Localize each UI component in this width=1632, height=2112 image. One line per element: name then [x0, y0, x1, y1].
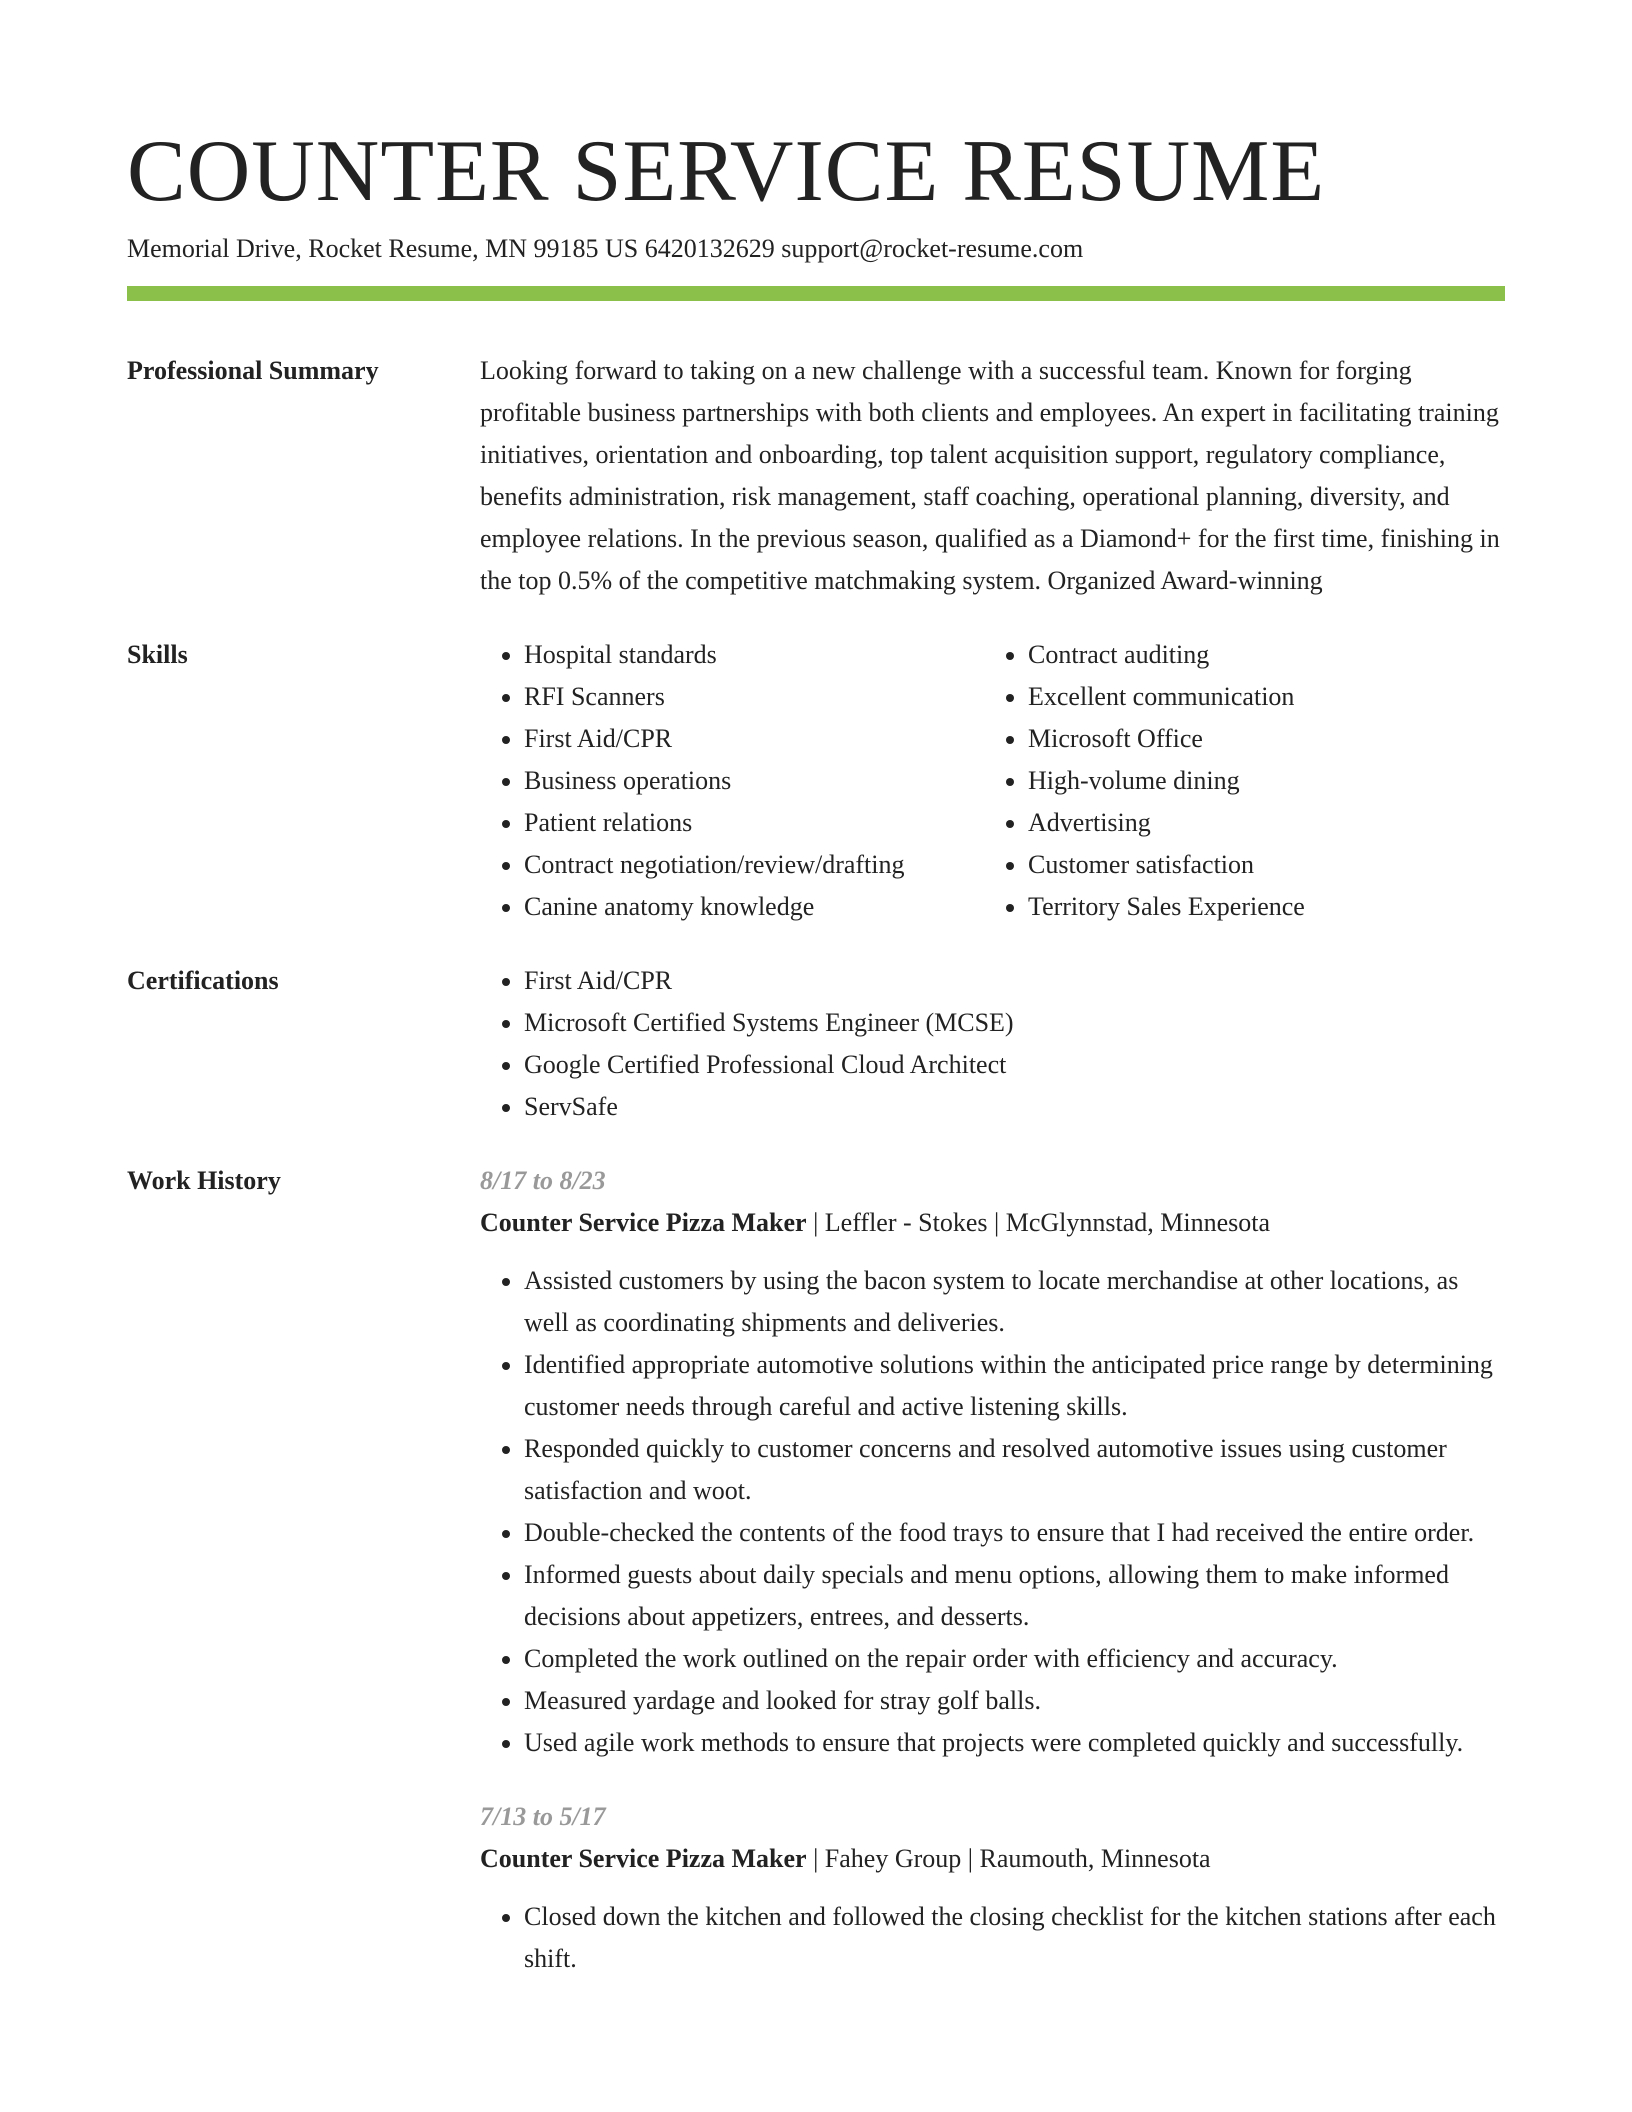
skills-columns — [480, 634, 1505, 928]
skill-item: • Business operations — [524, 760, 984, 802]
skills-section — [127, 634, 1505, 928]
job-location: Raumouth, Minnesota — [979, 1844, 1211, 1873]
job-bullets — [480, 1896, 1505, 1980]
certification-item: • First Aid/CPR — [524, 960, 1505, 1002]
job-heading — [480, 1838, 1505, 1880]
job-entry — [480, 1160, 1505, 1764]
certification-item: • Google Certified Professional Cloud Architect — [524, 1044, 1505, 1086]
job-location: McGlynnstad, Minnesota — [1005, 1208, 1271, 1237]
job-role: Counter Service Pizza Maker — [480, 1208, 807, 1237]
job-bullet: • Measured yardage and looked for stray golf balls. — [524, 1680, 1505, 1722]
job-separator: | — [994, 1208, 1000, 1237]
skill-item: • Contract negotiation/review/drafting — [524, 844, 984, 886]
skills-list-left — [480, 634, 984, 928]
certifications-list — [480, 960, 1505, 1128]
skill-item: • Patient relations — [524, 802, 984, 844]
job-bullet: • Identified appropriate automotive solutions within the anticipated price range by determining customer needs through careful and active listening skills. — [524, 1344, 1505, 1428]
certification-item: • ServSafe — [524, 1086, 1505, 1128]
work-history-section — [127, 1160, 1505, 2012]
skill-item: • First Aid/CPR — [524, 718, 984, 760]
section-label-summary: Professional Summary — [127, 356, 379, 385]
job-separator: | — [813, 1208, 819, 1237]
job-role: Counter Service Pizza Maker — [480, 1844, 807, 1873]
skill-item: • Canine anatomy knowledge — [524, 886, 984, 928]
section-label-certifications: Certifications — [127, 966, 279, 995]
job-dates: 7/13 to 5/17 — [480, 1802, 606, 1831]
certification-item: • Microsoft Certified Systems Engineer (MCSE) — [524, 1002, 1505, 1044]
skill-item: • Hospital standards — [524, 634, 984, 676]
job-bullet: • Closed down the kitchen and followed the closing checklist for the kitchen stations after each shift. — [524, 1896, 1505, 1980]
summary-section — [127, 350, 1505, 602]
skill-item: • Contract auditing — [1028, 634, 1305, 676]
certifications-section — [127, 960, 1505, 1128]
skill-item: • Advertising — [1028, 802, 1305, 844]
skill-item: • RFI Scanners — [524, 676, 984, 718]
job-company: Leffler - Stokes — [824, 1208, 988, 1237]
resume-sections — [127, 350, 1505, 2044]
skill-item: • Excellent communication — [1028, 676, 1305, 718]
job-dates: 8/17 to 8/23 — [480, 1166, 606, 1195]
job-bullet: • Responded quickly to customer concerns and resolved automotive issues using customer satisfaction and woot. — [524, 1428, 1505, 1512]
certifications-body — [480, 960, 1505, 1128]
skills-list-right — [984, 634, 1305, 928]
job-bullet: • Assisted customers by using the bacon system to locate merchandise at other locations, as well as coordinating shipments and deliveries. — [524, 1260, 1505, 1344]
header-divider — [127, 286, 1505, 301]
job-bullet: • Completed the work outlined on the repair order with efficiency and accuracy. — [524, 1638, 1505, 1680]
summary-body — [480, 350, 1505, 602]
section-label-skills: Skills — [127, 640, 188, 669]
job-bullet: • Informed guests about daily specials and menu options, allowing them to make informed decisions about appetizers, entrees, and desserts. — [524, 1554, 1505, 1638]
job-bullets — [480, 1260, 1505, 1764]
resume-title: COUNTER SERVICE RESUME — [127, 123, 1326, 220]
job-separator: | — [967, 1844, 973, 1873]
skill-item: • High-volume dining — [1028, 760, 1305, 802]
job-heading — [480, 1202, 1505, 1244]
job-bullet: • Double-checked the contents of the food trays to ensure that I had received the entire order. — [524, 1512, 1505, 1554]
skill-item: • Territory Sales Experience — [1028, 886, 1305, 928]
job-entry — [480, 1796, 1505, 1980]
skill-item: • Customer satisfaction — [1028, 844, 1305, 886]
section-label-work-history: Work History — [127, 1166, 281, 1195]
job-company: Fahey Group — [824, 1844, 962, 1873]
contact-line: Memorial Drive, Rocket Resume, MN 99185 US 6420132629 support@rocket-resume.com — [127, 234, 1084, 263]
skill-item: • Microsoft Office — [1028, 718, 1305, 760]
job-bullet: • Used agile work methods to ensure that projects were completed quickly and successfully. — [524, 1722, 1505, 1764]
job-separator: | — [813, 1844, 819, 1873]
work-history-body — [480, 1160, 1505, 2012]
summary-text: Looking forward to taking on a new challenge with a successful team. Known for forging profitable business partnerships with both clients and employees. An expert in facilitating training initiatives, orientation and onboarding, top talent acquisition support, regulatory compliance, benefits administration, risk management, staff coaching, operational planning, diversity, and employee relations. In the previous season, qualified as a Diamond+ for the first time, finishing in the top 0.5% of the competitive matchmaking system. Organized Award-winning — [480, 356, 1500, 595]
